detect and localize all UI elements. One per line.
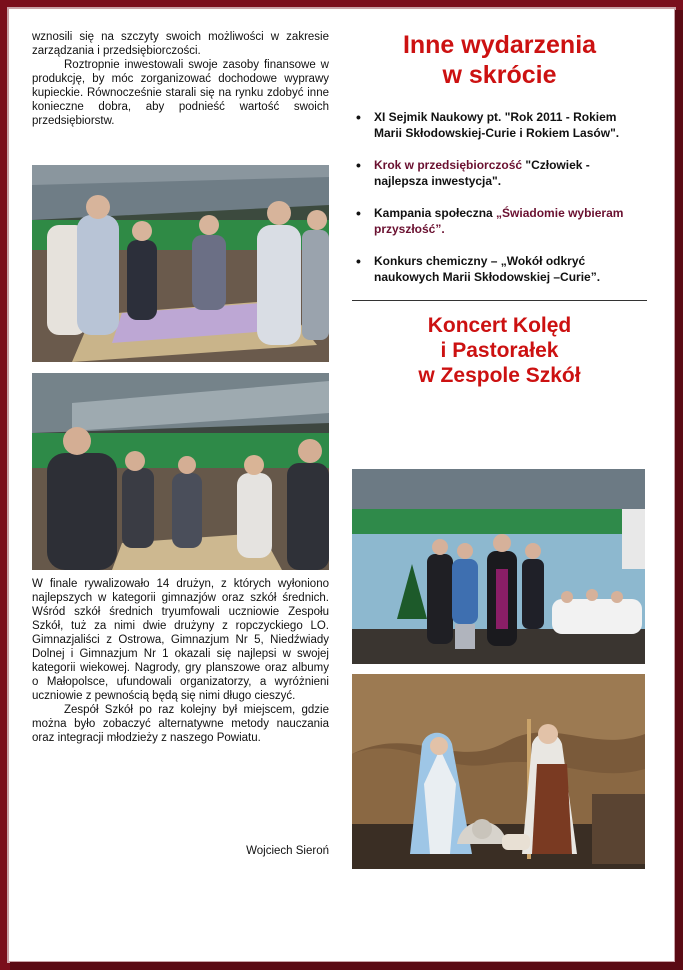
page-border-shadow-bottom — [10, 962, 683, 970]
section-divider — [352, 300, 647, 301]
right-column — [352, 30, 647, 388]
events-heading-line-1: Inne wydarzenia — [402, 31, 597, 59]
events-list — [352, 110, 647, 285]
event-2-lead: Krok w przedsiębiorczość — [374, 158, 523, 172]
intro-paragraph-2: Roztropnie inwestowali swoje zasoby finansowe w produkcję, by móc zorganizować dochodowe wyprawy kupieckie. Równocześnie starali się na rynku zdobyć inne konieczne dobra, aby podnieść wartość swoich przedsiębiorstw. — [32, 59, 329, 127]
concert-heading-line-3: w Zespole Szkół — [418, 364, 581, 387]
author-signature: Wojciech Sieroń — [246, 845, 329, 857]
events-heading-line-2: w skrócie — [442, 61, 557, 89]
event-3-text: „Świadomie wybieram przyszłość”. — [374, 206, 624, 236]
event-item — [352, 206, 647, 237]
intro-paragraph-1: wznosili się na szczyty swoich możliwości w zakresie zarządzania i przedsiębiorczości. — [32, 31, 329, 57]
event-4-text: Konkurs chemiczny – „Wokół odkryć naukowych Marii Skłodowskiej –Curie”. — [374, 254, 601, 284]
event-1-text: XI Sejmik Naukowy pt. "Rok 2011 - Rokiem Marii Skłodowskiej-Curie i Rokiem Lasów". — [374, 110, 620, 140]
event-item — [352, 254, 647, 285]
concert-heading — [352, 313, 647, 388]
events-heading — [352, 30, 647, 90]
photo-board-game-2 — [32, 373, 329, 570]
finale-paragraph-1: W finale rywalizowało 14 drużyn, z których wyłoniono najlepszych w kategorii gimnazjów oraz szkół średnich. Wśród szkół średnich tryumfowali uczniowie Zespołu Szkół, tuż za nimi dwie drużyny z ropczyckiego LO. Gimnazjaliści z Ostrowa, Gimnazjum Nr 5, Niedźwiady Dolnej i Gimnazjum Nr 1 okazali się najlepsi w swojej kategorii wiekowej. Nagrody, gry planszowe oraz albumy o Małopolsce, ufundowali organizatorzy, a wyróżnieni uczniowie z pewnością będą się nimi długo cieszyć. — [32, 578, 329, 702]
event-item — [352, 158, 647, 189]
event-2-text: "Człowiek - najlepsza inwestycja". — [374, 158, 590, 188]
concert-heading-line-2: i Pastorałek — [440, 339, 559, 362]
left-column-finale — [32, 577, 329, 745]
page-border-shadow — [675, 10, 683, 970]
photo-nativity-scene — [352, 674, 645, 869]
photo-board-game-1 — [32, 165, 329, 362]
photo-concert-stage — [352, 469, 645, 664]
finale-paragraph-2: Zespół Szkół po raz kolejny był miejscem, gdzie można było zobaczyć alternatywne metody nauczania oraz integracji młodzieży z naszego Powiatu. — [32, 704, 329, 744]
event-item — [352, 110, 647, 141]
concert-heading-line-1: Koncert Kolęd — [427, 314, 572, 337]
left-column-intro — [32, 30, 329, 128]
event-3-lead: Kampania społeczna — [374, 206, 493, 220]
